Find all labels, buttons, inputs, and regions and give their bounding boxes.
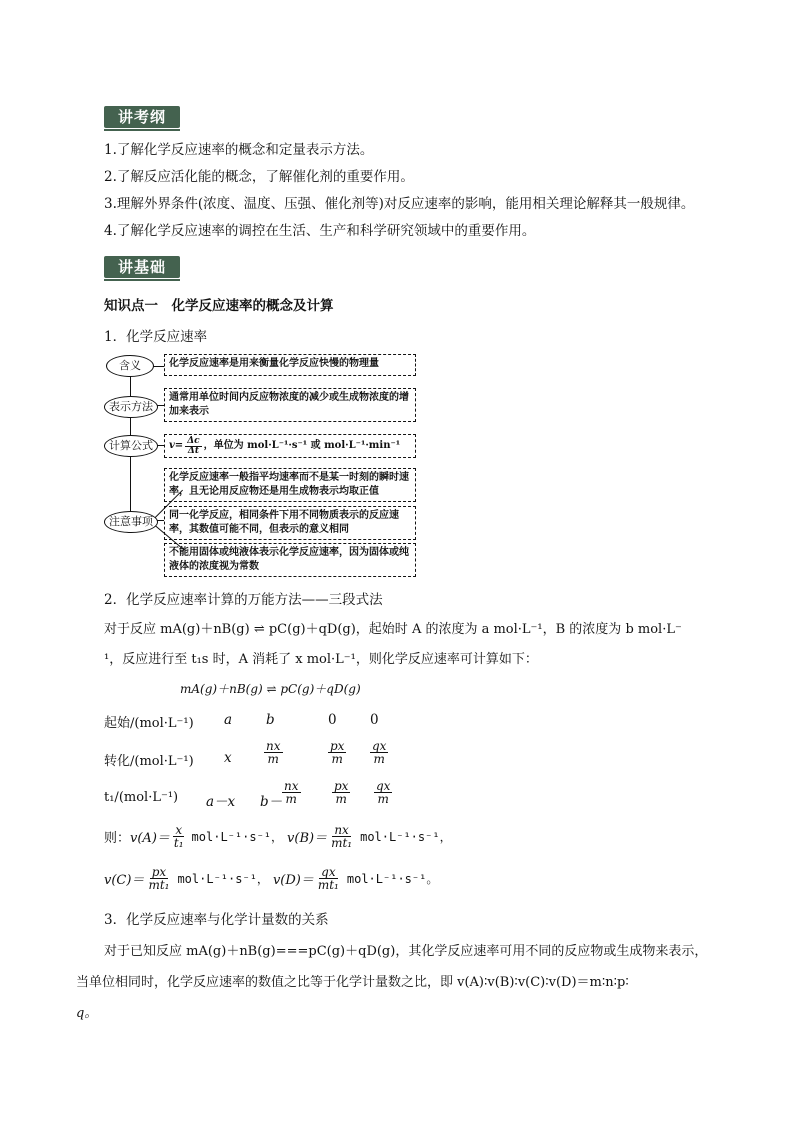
vB-frac <box>329 824 354 849</box>
frac-den: m <box>335 792 347 806</box>
frac-den: m <box>331 752 343 766</box>
vC-frac <box>146 866 171 891</box>
rates-line-2 <box>104 866 438 891</box>
frac-num: nx <box>334 823 349 837</box>
row3-label: t₁/(mol·L⁻¹) <box>104 790 179 805</box>
frac-den: mt₁ <box>317 878 339 892</box>
outline-item-4: 4.了解化学反应速率的调控在生活、生产和科学研究领域中的重要作用。 <box>104 223 536 239</box>
vC-label: v(C)＝ <box>104 873 145 888</box>
box-meaning: 化学反应速率是用来衡量化学反应快慢的物理量 <box>164 354 416 376</box>
frac-den: m <box>267 752 279 766</box>
frac-num: px <box>330 739 345 753</box>
node-method: 表示方法 <box>104 396 158 418</box>
rates-line-1 <box>104 824 452 849</box>
frac-den: m <box>377 792 389 806</box>
box-note-3: 不能用固体或纯液体表示化学反应速率，因为固体或纯液体的浓度视为常数 <box>164 543 416 577</box>
sub-heading-1: 1．化学反应速率 <box>104 329 208 345</box>
box-formula <box>164 434 416 458</box>
para3-line1: 对于已知反应 mA(g)＋nB(g)===pC(g)＋qD(g)，其化学反应速率可用不同的反应物或生成物来表示， <box>104 944 708 959</box>
frac-num: px <box>334 779 349 793</box>
row2-a: x <box>224 750 232 766</box>
row1-label: 起始/(mol·L⁻¹) <box>104 716 194 731</box>
outline-badge: 讲考纲 <box>104 106 180 128</box>
para2-line2: ¹，反应进行至 t₁s 时，A 消耗了 x mol·L⁻¹，则化学反应速率可计算如下： <box>104 652 538 667</box>
basics-badge: 讲基础 <box>104 256 180 278</box>
vC-unit: mol·L⁻¹·s⁻¹， <box>177 872 269 886</box>
row3-c <box>332 780 350 805</box>
row1-c: 0 <box>328 712 337 728</box>
sub-heading-3: 3．化学反应速率与化学计量数的关系 <box>104 912 329 928</box>
frac-num: qx <box>321 865 336 879</box>
formula-v: v= <box>169 440 184 451</box>
frac-num: x <box>175 823 183 837</box>
frac-den: m <box>373 752 385 766</box>
node-notes: 注意事项 <box>104 511 158 533</box>
box-note-1: 化学反应速率一般指平均速率而不是某一时刻的瞬时速率，且无论用反应物还是用生成物表示均取正值 <box>164 468 416 502</box>
row3-d <box>374 780 392 805</box>
frac-den: m <box>285 792 297 806</box>
formula-den: Δt <box>187 445 199 456</box>
vA-label: v(A)＝ <box>130 831 170 846</box>
row1-d: 0 <box>370 712 379 728</box>
frac-num: qx <box>376 779 391 793</box>
frac-num: px <box>151 865 167 879</box>
frac-num: nx <box>266 739 281 753</box>
row3-b-frac <box>282 780 301 805</box>
para2-line1: 对于反应 mA(g)＋nB(g) ⇌ pC(g)＋qD(g)，起始时 A 的浓度为 a mol·L⁻¹，B 的浓度为 b mol·L⁻ <box>104 622 682 637</box>
formula-num: Δc <box>187 435 200 446</box>
formula-unit: ，单位为 mol·L⁻¹·s⁻¹ 或 mol·L⁻¹·min⁻¹ <box>203 440 401 451</box>
knowledge-title: 知识点一 化学反应速率的概念及计算 <box>104 298 334 314</box>
box-note-2: 同一化学反应，相同条件下用不同物质表示的反应速率，其数值可能不同，但表示的意义相同 <box>164 506 416 540</box>
row2-d <box>370 740 388 765</box>
frac-den: mt₁ <box>148 878 170 892</box>
frac-den: t₁ <box>173 836 184 850</box>
frac-num: nx <box>284 779 299 793</box>
outline-item-2: 2.了解反应活化能的概念，了解催化剂的重要作用。 <box>104 169 414 185</box>
row2-label: 转化/(mol·L⁻¹) <box>104 754 194 769</box>
vA-frac <box>172 824 186 849</box>
vA-unit: mol·L⁻¹·s⁻¹， <box>191 830 284 844</box>
frac-den: mt₁ <box>331 836 353 850</box>
vB-unit: mol·L⁻¹·s⁻¹， <box>360 830 452 844</box>
para3-line3: q。 <box>76 1006 98 1021</box>
row1-a: a <box>224 712 233 728</box>
vD-frac <box>316 866 341 891</box>
box-method: 通常用单位时间内反应物浓度的减少或生成物浓度的增加来表示 <box>164 388 416 422</box>
outline-item-1: 1.了解化学反应速率的概念和定量表示方法。 <box>104 142 374 158</box>
node-formula: 计算公式 <box>104 435 158 457</box>
vD-label: v(D)＝ <box>272 873 314 888</box>
then-label: 则： <box>104 831 131 846</box>
row2-c <box>328 740 346 765</box>
row3-b-prefix: b－ <box>260 794 283 810</box>
equation: mA(g)＋nB(g) ⇌ pC(g)＋qD(g) <box>180 682 361 696</box>
vB-label: v(B)＝ <box>287 831 328 846</box>
vD-unit: mol·L⁻¹·s⁻¹。 <box>346 872 439 886</box>
frac-num: qx <box>372 739 387 753</box>
node-meaning: 含义 <box>106 355 154 377</box>
para3-line2: 当单位相同时，化学反应速率的数值之比等于化学计量数之比，即 v(A)∶v(B)∶v(C)∶v(D)＝m∶n∶p∶ <box>76 975 629 990</box>
sub-heading-2: 2．化学反应速率计算的万能方法——三段式法 <box>104 592 383 608</box>
row1-b: b <box>266 712 275 728</box>
formula-fraction <box>185 437 201 456</box>
row3-a: a－x <box>206 794 236 810</box>
outline-item-3: 3.理解外界条件(浓度、温度、压强、催化剂等)对反应速率的影响，能用相关理论解释其一般规律。 <box>104 196 695 212</box>
concept-diagram <box>104 350 420 578</box>
row2-b <box>264 740 283 765</box>
